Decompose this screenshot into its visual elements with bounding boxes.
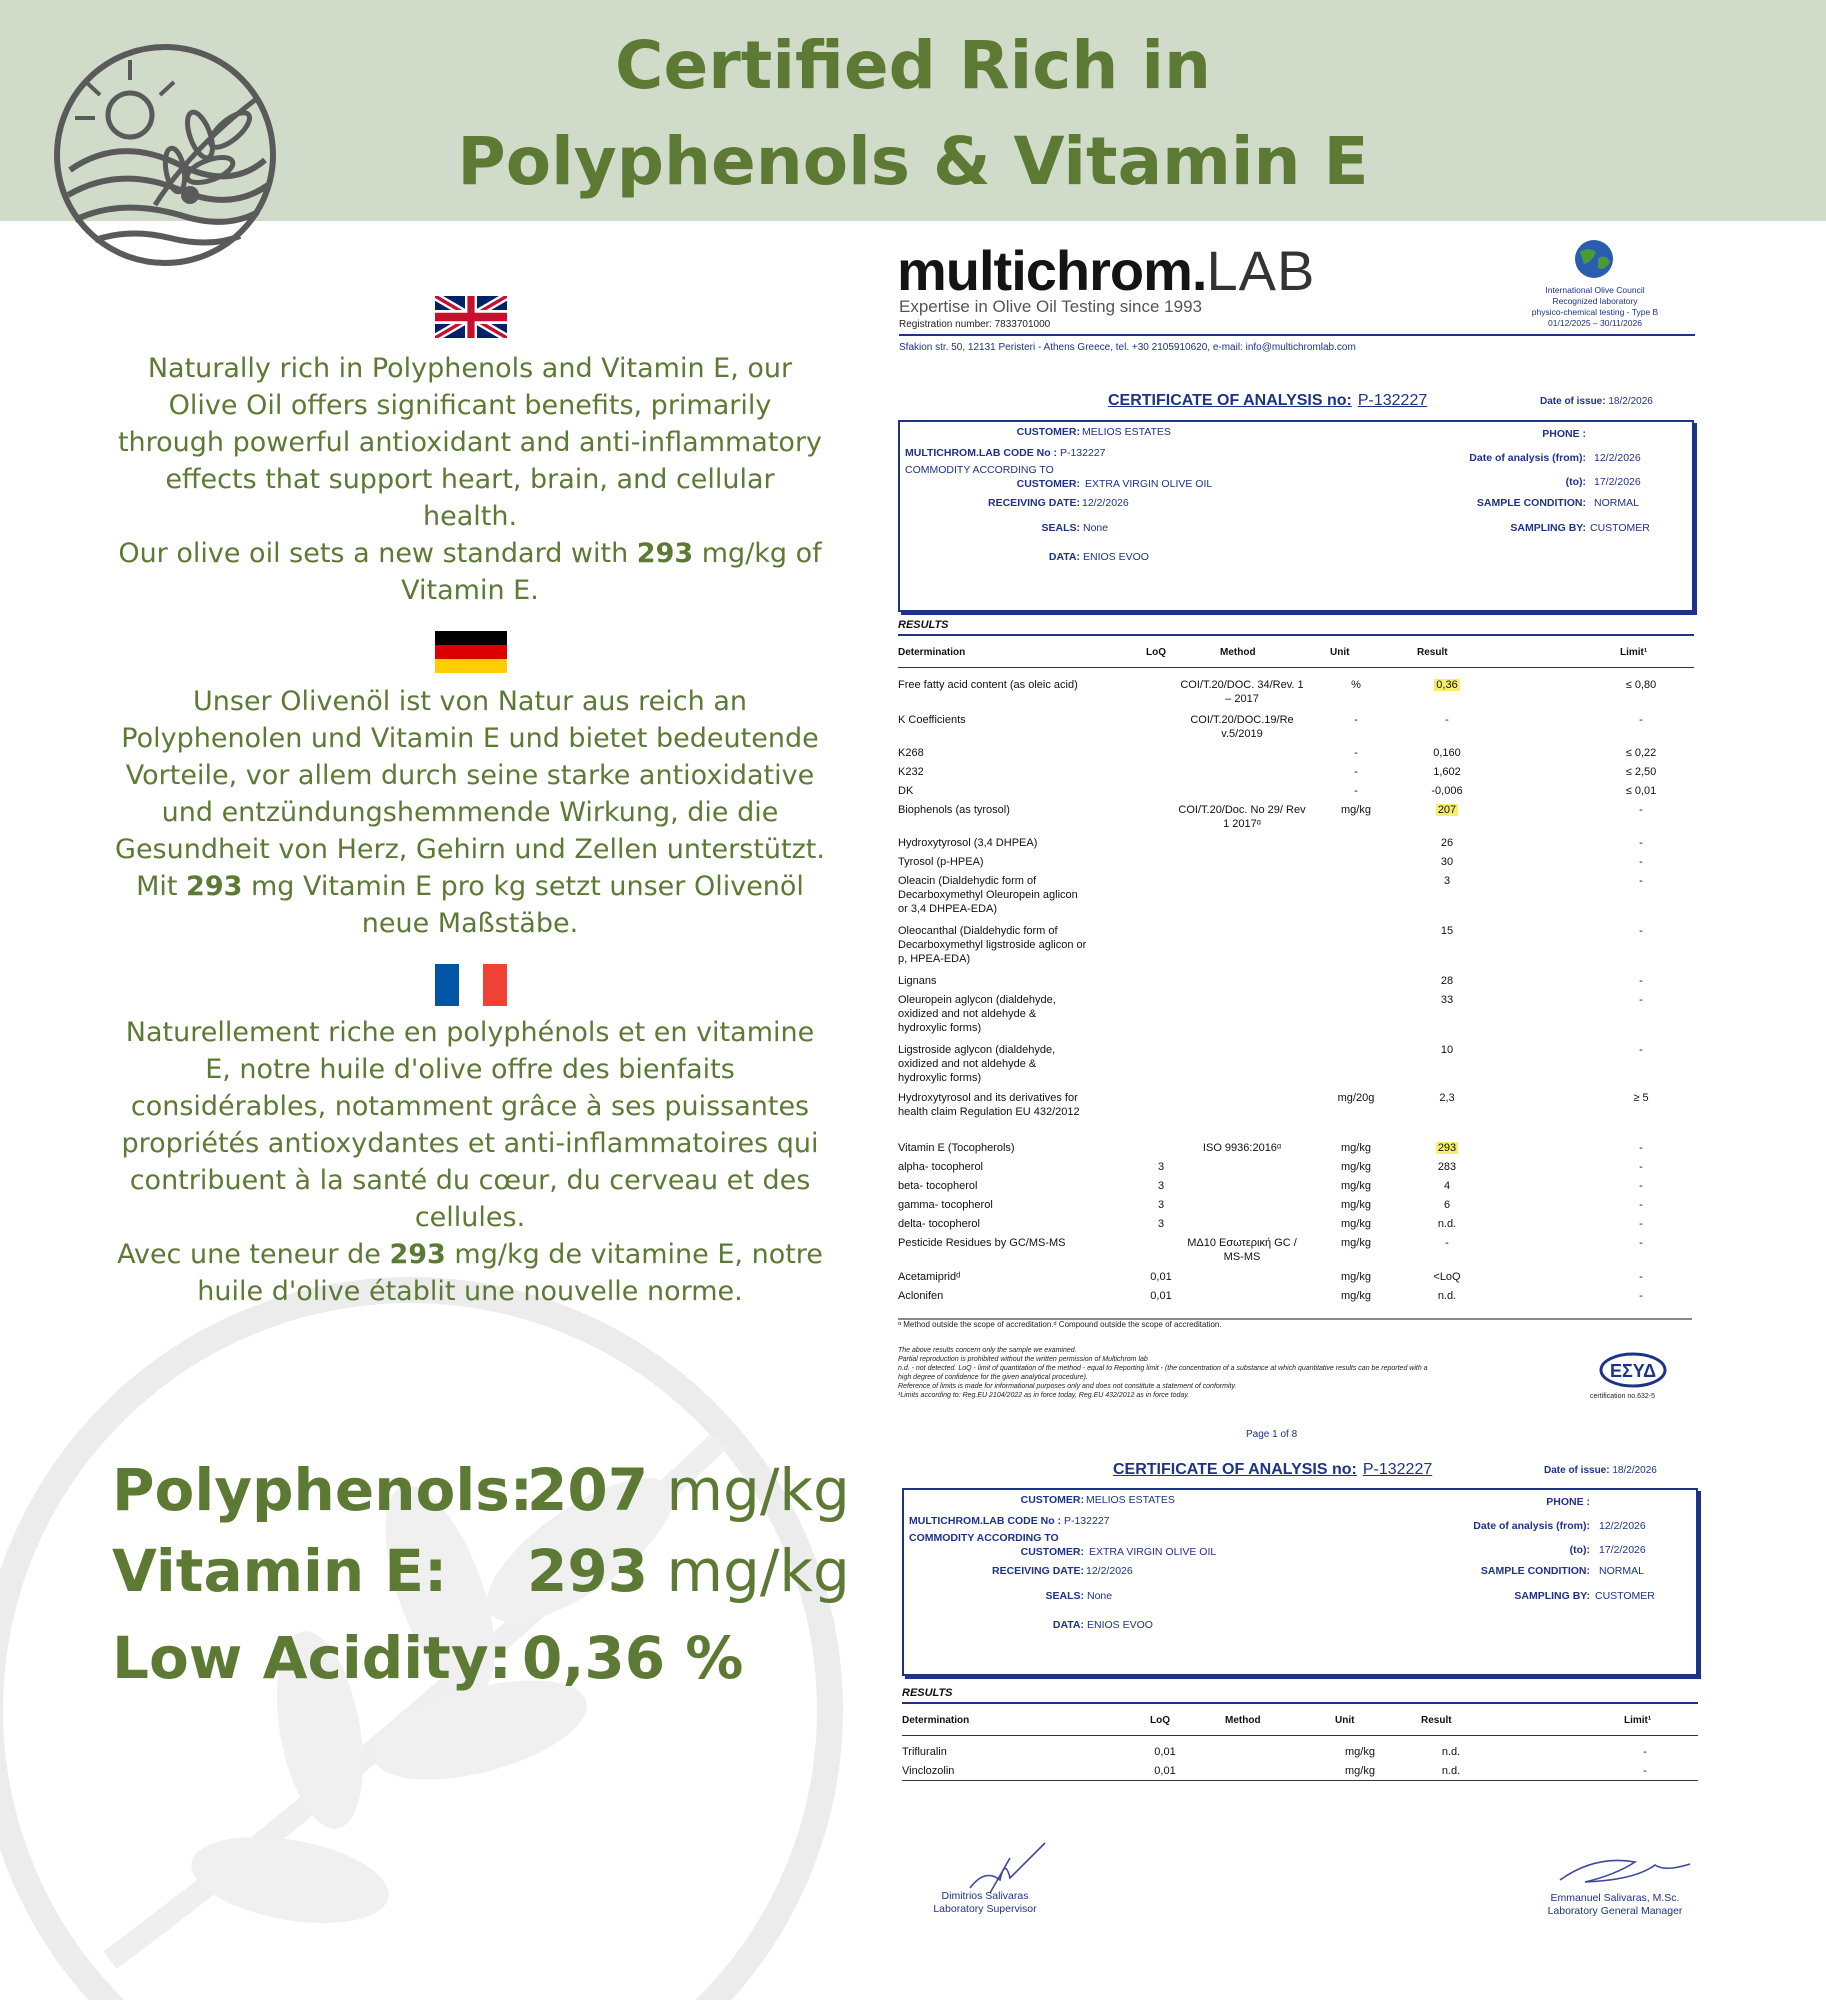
info-label: Date of analysis (from): bbox=[1469, 452, 1586, 464]
results-label: RESULTS bbox=[902, 1687, 953, 1699]
cell-unit: mg/kg bbox=[1341, 1237, 1371, 1249]
cell-det: Vitamin E (Tocopherols) bbox=[898, 1142, 1015, 1154]
cell-unit: - bbox=[1354, 785, 1358, 797]
cell-limit: - bbox=[1639, 714, 1643, 726]
cell-unit: - bbox=[1354, 714, 1358, 726]
ioc-recognition: International Olive Council Recognized laboratory physico-chemical testing - Type B 01/12/2025 – 30/11/2026 bbox=[1531, 285, 1659, 328]
stat-value: 207 mg/kg bbox=[527, 1456, 850, 1524]
cell-result: -0,006 bbox=[1431, 785, 1463, 797]
info-value: ENIOS EVOO bbox=[1083, 551, 1149, 563]
text-line: Our olive oil sets a new standard with 293 mg/kg of bbox=[118, 538, 822, 569]
cell-result: 283 bbox=[1437, 1161, 1457, 1173]
text-line: propriétés antioxydantes et anti-inflammatoires qui bbox=[121, 1128, 819, 1159]
col-header: Unit bbox=[1335, 1715, 1355, 1726]
cell-det: Aclonifen bbox=[898, 1290, 944, 1302]
info-label: DATA: bbox=[1052, 1619, 1084, 1631]
info-label: SAMPLING BY: bbox=[1514, 1590, 1590, 1602]
cell-limit: - bbox=[1639, 1142, 1643, 1154]
cell-limit: ≤ 2,50 bbox=[1625, 766, 1657, 778]
page-title-line2: Polyphenols & Vitamin E bbox=[457, 123, 1369, 200]
stat-label: Polyphenols: bbox=[112, 1456, 533, 1524]
info-label: SEALS: bbox=[1041, 522, 1080, 534]
info-value: 12/2/2026 bbox=[1599, 1520, 1646, 1532]
divider bbox=[902, 1702, 1698, 1704]
uk-flag-icon bbox=[435, 296, 507, 338]
cell-result: <LoQ bbox=[1433, 1271, 1461, 1283]
cell-limit: - bbox=[1639, 1218, 1643, 1230]
english-description bbox=[110, 350, 830, 609]
cell-limit: - bbox=[1643, 1765, 1647, 1777]
text-line: effects that support heart, brain, and cellular bbox=[165, 464, 775, 495]
cell-result: 0,160 bbox=[1433, 747, 1461, 759]
info-value: 12/2/2026 bbox=[1594, 452, 1641, 464]
info-label: MULTICHROM.LAB CODE No : P-132227 bbox=[909, 1515, 1110, 1527]
cell-det: Hydroxytyrosol and its derivatives for health claim Regulation EU 432/2012 bbox=[898, 1092, 1080, 1118]
divider bbox=[899, 334, 1695, 336]
text-line: Mit 293 mg Vitamin E pro kg setzt unser Olivenöl bbox=[136, 871, 804, 902]
certificate-title: CERTIFICATE OF ANALYSIS no: P-132227 bbox=[1108, 392, 1428, 409]
text-line: E, notre huile d'olive offre des bienfaits bbox=[205, 1054, 735, 1085]
cell-unit: - bbox=[1354, 766, 1358, 778]
cell-loq: 3 bbox=[1157, 1180, 1165, 1192]
cell-det: Oleacin (Dialdehydic form of Decarboxymethyl Oleuropein aglicon or 3,4 DHPEA-EDA) bbox=[898, 875, 1078, 915]
cell-det: K268 bbox=[898, 747, 924, 759]
german-description bbox=[110, 683, 830, 942]
info-label: RECEIVING DATE: bbox=[988, 497, 1080, 509]
text-line: health. bbox=[422, 501, 518, 532]
manager-signature-block: Emmanuel Salivaras, M.Sc. Laboratory General Manager bbox=[1547, 1892, 1683, 1917]
cell-limit: - bbox=[1643, 1746, 1647, 1758]
cell-result: 26 bbox=[1440, 837, 1454, 849]
cell-unit: mg/kg bbox=[1341, 1218, 1371, 1230]
col-header: Result bbox=[1417, 647, 1448, 658]
info-label: RECEIVING DATE: bbox=[992, 1565, 1084, 1577]
info-value: MELIOS ESTATES bbox=[1086, 1494, 1175, 1506]
page-title-line1: Certified Rich in bbox=[615, 27, 1211, 104]
cell-limit: - bbox=[1639, 1044, 1643, 1056]
text-line: Unser Olivenöl ist von Natur aus reich an bbox=[193, 686, 747, 717]
cell-limit: ≤ 0,80 bbox=[1625, 679, 1657, 691]
cell-det: Biophenols (as tyrosol) bbox=[898, 804, 1010, 816]
cell-unit: % bbox=[1351, 679, 1361, 691]
france-flag-icon bbox=[435, 964, 507, 1006]
info-label: COMMODITY ACCORDING TO bbox=[909, 1532, 1059, 1544]
cell-result: 33 bbox=[1440, 994, 1454, 1006]
cell-limit: - bbox=[1639, 1271, 1643, 1283]
cell-unit: mg/kg bbox=[1341, 1290, 1371, 1302]
info-label: CUSTOMER: bbox=[1016, 426, 1080, 438]
stat-value: 293 mg/kg bbox=[527, 1537, 850, 1605]
col-header: Limit¹ bbox=[1624, 1715, 1652, 1726]
info-label: CUSTOMER: bbox=[1020, 1494, 1084, 1506]
cell-det: beta- tocopherol bbox=[898, 1180, 978, 1192]
col-header: Unit bbox=[1330, 647, 1350, 658]
signature-supervisor bbox=[950, 1838, 1060, 1898]
cell-result: n.d. bbox=[1437, 1218, 1457, 1230]
cell-limit: - bbox=[1639, 1161, 1643, 1173]
cell-result: 207 bbox=[1437, 804, 1457, 816]
cell-det: Tyrosol (p-HPEA) bbox=[898, 856, 984, 868]
col-header: LoQ bbox=[1146, 647, 1166, 658]
cell-det: K Coefficients bbox=[898, 714, 966, 726]
info-value: 17/2/2026 bbox=[1594, 476, 1641, 488]
cell-unit: mg/kg bbox=[1341, 1142, 1371, 1154]
cell-loq: 0,01 bbox=[1154, 1746, 1176, 1758]
french-description bbox=[110, 1014, 830, 1310]
footnote: ᵅ Method outside the scope of accreditation.ᵈ Compound outside the scope of accreditation. bbox=[898, 1320, 1222, 1329]
cell-result: n.d. bbox=[1441, 1746, 1461, 1758]
esyd-accreditation-icon bbox=[1598, 1350, 1668, 1390]
cell-result: 30 bbox=[1440, 856, 1454, 868]
cell-det: delta- tocopherol bbox=[898, 1218, 980, 1230]
issue-date: Date of issue: 18/2/2026 bbox=[1540, 396, 1653, 407]
cell-result: 0,36 bbox=[1436, 679, 1458, 691]
info-label: SAMPLE CONDITION: bbox=[1476, 497, 1586, 509]
info-value: EXTRA VIRGIN OLIVE OIL bbox=[1089, 1546, 1217, 1558]
cell-det: Lignans bbox=[898, 975, 937, 987]
stat-value: 0,36 % bbox=[522, 1624, 744, 1692]
text-line: cellules. bbox=[414, 1202, 526, 1233]
text-line: Olive Oil offers significant benefits, primarily bbox=[168, 390, 772, 421]
supervisor-signature-block: Dimitrios Salivaras Laboratory Supervisor bbox=[933, 1890, 1037, 1915]
cell-loq: 0,01 bbox=[1154, 1765, 1176, 1777]
info-value: CUSTOMER bbox=[1595, 1590, 1655, 1602]
info-value: CUSTOMER bbox=[1590, 522, 1650, 534]
cell-limit: - bbox=[1639, 994, 1643, 1006]
cell-limit: - bbox=[1639, 804, 1643, 816]
info-value: NORMAL bbox=[1594, 497, 1639, 509]
cell-loq: 3 bbox=[1157, 1199, 1165, 1211]
cell-result: 6 bbox=[1443, 1199, 1451, 1211]
cell-limit: - bbox=[1639, 925, 1643, 937]
text-line: Polyphenolen und Vitamin E und bietet bedeutende bbox=[121, 723, 819, 754]
info-label: SEALS: bbox=[1045, 1590, 1084, 1602]
cell-unit: - bbox=[1354, 747, 1358, 759]
cell-limit: - bbox=[1639, 837, 1643, 849]
text-line: huile d'olive établit une nouvelle norme. bbox=[197, 1276, 743, 1307]
divider bbox=[902, 1780, 1698, 1781]
stat-label: Low Acidity: bbox=[112, 1624, 512, 1692]
stat-label: Vitamin E: bbox=[112, 1537, 448, 1605]
cell-det: gamma- tocopherol bbox=[898, 1199, 993, 1211]
cell-unit: mg/kg bbox=[1345, 1746, 1375, 1758]
cell-det: Pesticide Residues by GC/MS-MS bbox=[898, 1237, 1066, 1249]
cell-loq: 3 bbox=[1157, 1218, 1165, 1230]
cell-unit: mg/kg bbox=[1341, 804, 1371, 816]
col-header: Method bbox=[1225, 1715, 1261, 1726]
lab-registration: Registration number: 7833701000 bbox=[899, 319, 1051, 330]
cell-det: Acetamipridᵈ bbox=[898, 1271, 961, 1283]
text-line: Naturellement riche en polyphénols et en vitamine bbox=[125, 1017, 815, 1048]
cell-result: n.d. bbox=[1437, 1290, 1457, 1302]
cell-limit: - bbox=[1639, 1237, 1643, 1249]
cell-result: - bbox=[1445, 1237, 1449, 1249]
cell-det: Hydroxytyrosol (3,4 DHPEA) bbox=[898, 837, 1038, 849]
cell-det: alpha- tocopherol bbox=[898, 1161, 984, 1173]
info-label: PHONE : bbox=[1546, 1496, 1590, 1508]
cell-limit: - bbox=[1639, 1199, 1643, 1211]
cell-limit: ≥ 5 bbox=[1633, 1092, 1649, 1104]
olive-sun-landscape-icon bbox=[50, 40, 280, 270]
info-label: COMMODITY ACCORDING TO bbox=[905, 464, 1054, 476]
cell-method: COI/T.20/DOC. 34/Rev. 1 – 2017 bbox=[1180, 679, 1304, 705]
cell-unit: mg/20g bbox=[1337, 1092, 1375, 1104]
cell-det: Ligstroside aglycon (dialdehyde, oxidized and not aldehyde & hydroxylic forms) bbox=[898, 1044, 1056, 1084]
cell-method: COI/T.20/Doc. No 29/ Rev 1 2017ᵅ bbox=[1178, 804, 1306, 830]
cell-result: n.d. bbox=[1441, 1765, 1461, 1777]
cell-method: COI/T.20/DOC.19/Re v.5/2019 bbox=[1190, 714, 1294, 740]
text-line: Avec une teneur de 293 mg/kg de vitamine E, notre bbox=[117, 1239, 823, 1270]
lab-logo: multichrom.LAB bbox=[897, 239, 1316, 302]
divider bbox=[902, 1735, 1698, 1736]
col-header: Determination bbox=[898, 647, 966, 658]
col-header: Result bbox=[1421, 1715, 1452, 1726]
text-line: neue Maßstäbe. bbox=[361, 908, 579, 939]
globe-icon bbox=[1570, 238, 1618, 280]
cell-det: Trifluralin bbox=[902, 1746, 947, 1758]
cell-det: Oleocanthal (Dialdehydic form of Decarboxymethyl ligstroside aglicon or p, HPEA-EDA) bbox=[898, 925, 1087, 965]
cell-det: Free fatty acid content (as oleic acid) bbox=[898, 679, 1078, 691]
text-line: through powerful antioxidant and anti-inflammatory bbox=[117, 427, 823, 458]
cell-det: DK bbox=[898, 785, 914, 797]
text-line: Naturally rich in Polyphenols and Vitamin E, our bbox=[147, 353, 793, 384]
col-header: Limit¹ bbox=[1620, 647, 1648, 658]
text-line: und entzündungshemmende Wirkung, die die bbox=[161, 797, 779, 828]
info-label: DATA: bbox=[1048, 551, 1080, 563]
info-label: SAMPLE CONDITION: bbox=[1480, 1565, 1590, 1577]
text-line: contribuent à la santé du cœur, du cerveau et des bbox=[129, 1165, 811, 1196]
cell-limit: ≤ 0,01 bbox=[1625, 785, 1657, 797]
cell-result: 4 bbox=[1443, 1180, 1451, 1192]
page-number: Page 1 of 8 bbox=[1246, 1429, 1298, 1440]
cell-limit: - bbox=[1639, 856, 1643, 868]
cell-limit: ≤ 0,22 bbox=[1625, 747, 1657, 759]
cell-limit: - bbox=[1639, 1180, 1643, 1192]
cell-result: 28 bbox=[1440, 975, 1454, 987]
cell-loq: 0,01 bbox=[1150, 1271, 1172, 1283]
cell-unit: mg/kg bbox=[1341, 1199, 1371, 1211]
cell-det: K232 bbox=[898, 766, 924, 778]
cell-method: ΜΔ10 Εσωτερική GC / MS-MS bbox=[1187, 1237, 1297, 1263]
col-header: LoQ bbox=[1150, 1715, 1170, 1726]
cell-result: 293 bbox=[1437, 1142, 1457, 1154]
info-label: (to): bbox=[1569, 1544, 1590, 1556]
text-line: considérables, notamment grâce à ses puissantes bbox=[130, 1091, 810, 1122]
info-value: NORMAL bbox=[1599, 1565, 1644, 1577]
cell-method: ISO 9936:2016ᵅ bbox=[1202, 1142, 1282, 1154]
cell-limit: - bbox=[1639, 975, 1643, 987]
info-value: EXTRA VIRGIN OLIVE OIL bbox=[1085, 478, 1213, 490]
cell-limit: - bbox=[1639, 875, 1643, 887]
certificate-title: CERTIFICATE OF ANALYSIS no: P-132227 bbox=[1113, 1461, 1433, 1478]
cell-loq: 0,01 bbox=[1150, 1290, 1172, 1302]
cell-unit: mg/kg bbox=[1341, 1180, 1371, 1192]
info-label: (to): bbox=[1565, 476, 1586, 488]
cell-det: Oleuropein aglycon (dialdehyde, oxidized and not aldehyde & hydroxylic forms) bbox=[898, 994, 1056, 1034]
cell-result: - bbox=[1445, 714, 1449, 726]
info-value: None bbox=[1087, 1590, 1113, 1602]
info-label: MULTICHROM.LAB CODE No : P-132227 bbox=[905, 447, 1106, 459]
info-value: None bbox=[1083, 522, 1109, 534]
signature-manager bbox=[1555, 1850, 1695, 1890]
info-label: Date of analysis (from): bbox=[1473, 1520, 1590, 1532]
info-value: MELIOS ESTATES bbox=[1082, 426, 1171, 438]
info-label: SAMPLING BY: bbox=[1510, 522, 1586, 534]
lab-tagline: Expertise in Olive Oil Testing since 1993 bbox=[899, 297, 1203, 316]
cell-result: 10 bbox=[1440, 1044, 1454, 1056]
lab-address: Sfakion str. 50, 12131 Peristeri - Athens Greece, tel. +30 2105910620, e-mail: info@multichromlab.com bbox=[899, 342, 1356, 353]
certification-number: certification no.632-5 bbox=[1590, 1393, 1655, 1400]
info-label: CUSTOMER: bbox=[1020, 1546, 1084, 1558]
cell-limit: - bbox=[1639, 1290, 1643, 1302]
divider bbox=[898, 667, 1694, 668]
info-value: 12/2/2026 bbox=[1086, 1565, 1133, 1577]
col-header: Method bbox=[1220, 647, 1256, 658]
info-value: 17/2/2026 bbox=[1599, 1544, 1646, 1556]
germany-flag-icon bbox=[435, 631, 507, 673]
fine-print: The above results concern only the sample we examined. Partial reproduction is prohibited without the written permission of Multichrom lab n.d. - not detected. LoQ - limit of quantitation of the method - equal to Reporting limit - (the concentration of a substance at which quantitative results can be reported with a high degree of confidence for the given analytical procedure). Reference of limits is made for informational purposes only and does not constitute a statement of conformity. ¹Limits according to: Reg.EU 2104/2022 as in force today, Reg.EU 432/2012 as in force today. bbox=[898, 1347, 1428, 1399]
cell-result: 2,3 bbox=[1439, 1092, 1455, 1104]
divider bbox=[898, 634, 1694, 636]
cell-unit: mg/kg bbox=[1345, 1765, 1375, 1777]
info-value: 12/2/2026 bbox=[1082, 497, 1129, 509]
cell-loq: 3 bbox=[1157, 1161, 1165, 1173]
text-line: Gesundheit von Herz, Gehirn und Zellen unterstützt. bbox=[115, 834, 825, 865]
info-label: CUSTOMER: bbox=[1016, 478, 1080, 490]
cell-result: 1,602 bbox=[1433, 766, 1461, 778]
text-line: Vitamin E. bbox=[401, 575, 539, 606]
col-header: Determination bbox=[902, 1715, 970, 1726]
info-label: PHONE : bbox=[1542, 428, 1586, 440]
cell-det: Vinclozolin bbox=[902, 1765, 955, 1777]
cell-unit: mg/kg bbox=[1341, 1271, 1371, 1283]
text-line: Vorteile, vor allem durch seine starke antioxidative bbox=[125, 760, 815, 791]
cell-unit: mg/kg bbox=[1341, 1161, 1371, 1173]
cell-result: 3 bbox=[1443, 875, 1451, 887]
results-label: RESULTS bbox=[898, 619, 949, 631]
cell-result: 15 bbox=[1440, 925, 1454, 937]
info-value: ENIOS EVOO bbox=[1087, 1619, 1153, 1631]
svg-text:ΕΣΥΔ: ΕΣΥΔ bbox=[1609, 1361, 1657, 1381]
issue-date: Date of issue: 18/2/2026 bbox=[1544, 1465, 1657, 1476]
